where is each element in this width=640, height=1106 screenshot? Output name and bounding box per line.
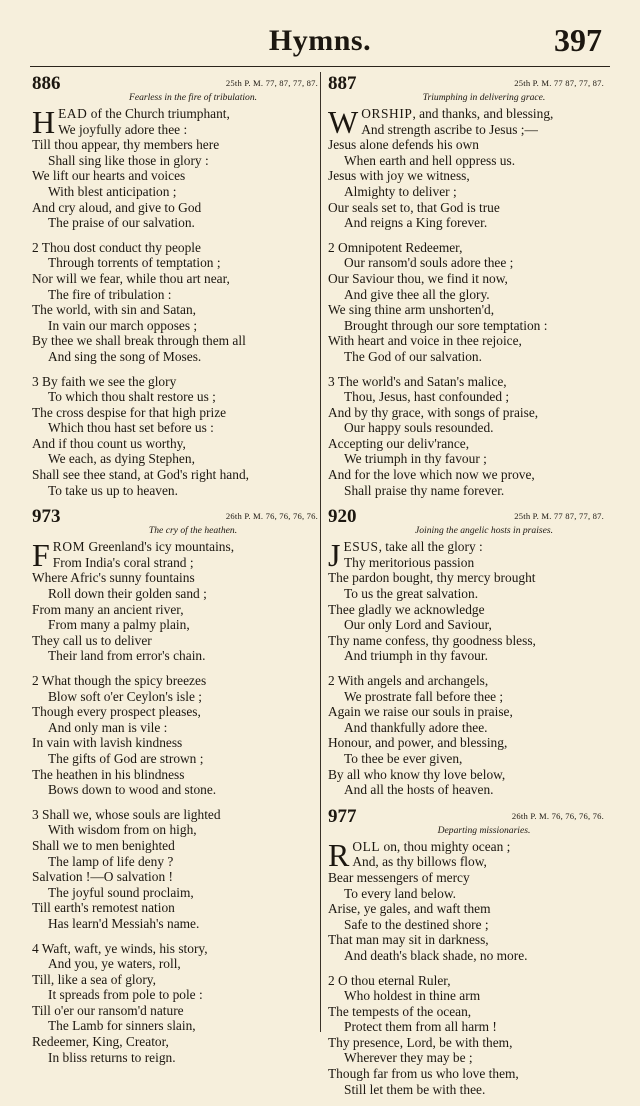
hymn-line: With heart and voice in thee rejoice, <box>328 333 522 349</box>
hymn-line: Jesus alone defends his own <box>328 137 479 153</box>
line-text: Greenland's icy mountains, <box>85 539 235 555</box>
hymn-line: And sing the song of Moses. <box>48 348 202 364</box>
stanza <box>32 673 318 798</box>
hymn-line: In vain our march opposes ; <box>48 317 198 333</box>
column-divider <box>320 72 321 1032</box>
hymn-line: Bows down to wood and stone. <box>48 782 217 798</box>
hymn-line: The lamp of life deny ? <box>48 853 174 869</box>
hymn-number: 886 <box>32 73 61 94</box>
hymn-line: 2 Omnipotent Redeemer, <box>328 239 463 255</box>
hymn-line: Till thou appear, thy members here <box>32 137 220 153</box>
hymn-line: From many a palmy plain, <box>48 617 190 633</box>
hymn-header <box>328 506 604 528</box>
hymn-line: Blow soft o'er Ceylon's isle ; <box>48 688 202 704</box>
hymn-line: We triumph in thy favour ; <box>344 451 487 467</box>
hymn-line: It spreads from pole to pole : <box>48 987 203 1003</box>
hymn-line: From many an ancient river, <box>32 601 184 617</box>
hymn-line: 3 The world's and Satan's malice, <box>328 373 507 389</box>
hymn-line: The Lamb for sinners slain, <box>48 1018 196 1034</box>
hymn-line: The joyful sound proclaim, <box>48 884 194 900</box>
hymn-line: To every land below. <box>344 885 456 901</box>
hymn-subtitle: The cry of the heathen. <box>148 525 238 537</box>
first-word: ESUS <box>343 539 379 555</box>
drop-cap: F <box>32 537 50 574</box>
stanza <box>328 973 604 1098</box>
hymn-line: Through torrents of temptation ; <box>48 255 221 271</box>
stanza <box>32 941 318 1066</box>
hymn-line: Safe to the destined shore ; <box>344 916 489 932</box>
hymn-line: Wherever they may be ; <box>344 1050 473 1066</box>
hymn-line: The fire of tribulation : <box>48 286 172 302</box>
hymn-meter: 25th P. M. 77, 87, 77, 87. <box>225 78 318 88</box>
hymn-line: Nor will we fear, while thou art near, <box>32 270 230 286</box>
hymn-line: To thee be ever given, <box>344 750 463 766</box>
drop-cap: R <box>328 836 350 873</box>
hymn-line: From India's coral strand ; <box>52 554 194 570</box>
hymn-line: And only man is vile : <box>48 719 168 735</box>
hymn-line: Redeemer, King, Creator, <box>32 1034 169 1050</box>
stanza <box>32 807 318 932</box>
hymn-line: And you, ye waters, roll, <box>48 956 181 972</box>
line-text: , take all the glory : <box>378 539 483 555</box>
hymn-subtitle: Fearless in the fire of tribulation. <box>128 92 258 103</box>
hymn-line: 2 Thou dost conduct thy people <box>32 239 201 255</box>
hymn-line: Till, like a sea of glory, <box>32 971 156 987</box>
page-number: 397 <box>554 22 602 58</box>
hymn-line: Brought through our sore temptation : <box>344 317 548 333</box>
hymn <box>32 507 318 1065</box>
hymn-line: And cry aloud, and give to God <box>32 199 202 215</box>
hymn-line: Thy name confess, thy goodness bless, <box>328 632 536 648</box>
hymn-line: We sing thine arm unshorten'd, <box>328 302 495 318</box>
hymn-line: Accepting our deliv'rance, <box>328 435 470 451</box>
hymn-line: By thee we shall break through them all <box>32 333 246 349</box>
hymn-line: We lift our hearts and voices <box>32 168 186 184</box>
stanza <box>328 836 604 964</box>
hymn-meter: 25th P. M. 77 87, 77, 87. <box>514 511 604 522</box>
hymn-line: The praise of our salvation. <box>48 215 195 231</box>
hymn-meter: 26th P. M. 76, 76, 76, 76. <box>511 810 604 821</box>
line-text: , and thanks, and blessing, <box>412 106 554 121</box>
hymn-line: Almighty to deliver ; <box>344 183 457 199</box>
hymn-line: And, as thy billows flow, <box>352 854 487 870</box>
hymn-line: Thy presence, Lord, be with them, <box>328 1034 513 1050</box>
hymn-line: They call us to deliver <box>32 632 152 648</box>
hymn-line: The heathen in his blindness <box>32 766 185 782</box>
hymn-line: 3 Shall we, whose souls are lighted <box>32 806 221 822</box>
hymn-line: Shall praise thy name forever. <box>344 482 505 498</box>
hymn <box>32 74 318 498</box>
hymn-line: Our happy souls resounded. <box>344 420 494 436</box>
hymn-header <box>32 74 318 92</box>
first-word: ROM <box>52 539 86 555</box>
running-title: Hymns. <box>268 24 372 57</box>
hymn-line: Which thou hast set before us : <box>48 420 214 436</box>
hymn-number: 887 <box>328 73 357 94</box>
hymn-line: That man may sit in darkness, <box>328 932 489 948</box>
hymn-meter: 25th P. M. 77 87, 77, 87. <box>514 78 604 88</box>
left-column <box>32 74 318 1074</box>
hymn-line: When earth and hell oppress us. <box>344 152 516 168</box>
hymn-line: Thou, Jesus, hast confounded ; <box>344 389 510 405</box>
hymn-line: The God of our salvation. <box>344 348 482 364</box>
hymn-line: By all who know thy love below, <box>328 766 506 782</box>
hymn-line: Our only Lord and Saviour, <box>344 617 492 633</box>
hymn-number: 920 <box>328 506 357 528</box>
stanza <box>328 673 604 798</box>
stanza <box>32 240 318 365</box>
hymn-line: And by thy grace, with songs of praise, <box>328 404 539 420</box>
hymn-line: And give thee all the glory. <box>344 286 490 302</box>
hymn-line: Again we raise our souls in praise, <box>328 704 513 720</box>
hymn-line: The pardon bought, thy mercy brought <box>328 570 536 586</box>
stanza <box>32 539 318 664</box>
hymn-line: 3 By faith we see the glory <box>32 373 177 389</box>
stanza <box>328 106 604 231</box>
first-word: OLL <box>352 838 381 854</box>
drop-cap: H <box>32 104 56 140</box>
hymn-line: Our Saviour thou, we find it now, <box>328 270 508 286</box>
hymn-line: To which thou shalt restore us ; <box>48 389 216 405</box>
hymn-line: We joyfully adore thee : <box>58 121 188 137</box>
hymn-line: We prostrate fall before thee ; <box>344 688 504 704</box>
hymn-line: And thankfully adore thee. <box>344 719 488 735</box>
hymn-line: Our seals set to, that God is true <box>328 199 500 215</box>
hymn-line: With blest anticipation ; <box>48 183 177 199</box>
first-word: EAD <box>58 106 88 121</box>
hymn <box>328 507 604 798</box>
hymn-line: And strength ascribe to Jesus ;— <box>361 121 538 137</box>
stanza <box>328 374 604 499</box>
hymn-line: Still let them be with thee. <box>344 1081 486 1097</box>
hymn-line: Bear messengers of mercy <box>328 869 470 885</box>
hymn-line: The gifts of God are strown ; <box>48 750 204 766</box>
right-column <box>328 74 604 1106</box>
hymn-line: Though every prospect pleases, <box>32 704 201 720</box>
hymn-line: And death's black shade, no more. <box>344 947 528 963</box>
hymn-line: 2 What though the spicy breezes <box>32 673 207 688</box>
hymn <box>328 74 604 498</box>
hymn-line: The cross despise for that high prize <box>32 404 227 420</box>
hymn-line: 4 Waft, waft, ye winds, his story, <box>32 940 208 956</box>
hymn-subtitle: Departing missionaries. <box>437 824 531 836</box>
hymn-line: To us the great salvation. <box>344 586 479 602</box>
hymn-subtitle: Joining the angelic hosts in praises. <box>414 525 554 537</box>
hymn-line: Shall sing like those in glory : <box>48 152 209 168</box>
hymn-header <box>32 506 318 528</box>
hymn-line: And triumph in thy favour. <box>344 648 488 664</box>
hymn-line: Shall see thee stand, at God's right hand, <box>32 467 249 483</box>
hymn-line: Jesus with joy we witness, <box>328 168 470 184</box>
hymn-line: Has learn'd Messiah's name. <box>48 915 200 931</box>
hymn-line: In vain with lavish kindness <box>32 735 183 751</box>
hymn-line: The tempests of the ocean, <box>328 1003 472 1019</box>
hymn-header <box>328 807 604 825</box>
stanza <box>32 374 318 499</box>
hymn-line: Our ransom'd souls adore thee ; <box>344 255 514 271</box>
hymn <box>328 807 604 1098</box>
hymn-line: And reigns a King forever. <box>344 215 488 231</box>
hymn-line: The world, with sin and Satan, <box>32 302 197 318</box>
hymn-line: Till o'er our ransom'd nature <box>32 1002 184 1018</box>
hymn-line: With wisdom from on high, <box>48 822 197 838</box>
hymn-line: In bliss returns to reign. <box>48 1049 176 1065</box>
hymn-line: And for the love which now we prove, <box>328 467 535 483</box>
hymn-line: Till earth's remotest nation <box>32 900 175 916</box>
hymn-line: 2 With angels and archangels, <box>328 673 489 688</box>
stanza <box>32 106 318 231</box>
hymn-line: Thy meritorious passion <box>344 554 475 570</box>
hymn-line: Thee gladly we acknowledge <box>328 601 485 617</box>
hymn-line: Protect them from all harm ! <box>344 1019 497 1035</box>
hymn-number: 977 <box>328 805 357 827</box>
stanza <box>328 240 604 365</box>
hymn-line: Where Afric's sunny fountains <box>32 570 195 586</box>
line-text: of the Church triumphant, <box>87 106 230 121</box>
hymn-line: Though far from us who love them, <box>328 1066 519 1082</box>
hymn-line: And if thou count us worthy, <box>32 435 186 451</box>
hymn-line: Arise, ye gales, and waft them <box>328 901 491 917</box>
hymn-line: Shall we to men benighted <box>32 837 175 853</box>
drop-cap: J <box>328 537 341 574</box>
hymn-header <box>328 74 604 92</box>
line-text: on, thou mighty ocean ; <box>380 838 511 854</box>
first-word: ORSHIP <box>361 106 413 121</box>
hymn-line: Their land from error's chain. <box>48 648 206 664</box>
hymn-line: Roll down their golden sand ; <box>48 586 207 602</box>
drop-cap: W <box>328 104 359 140</box>
hymn-line: 2 O thou eternal Ruler, <box>328 972 451 988</box>
hymn-line: Salvation !—O salvation ! <box>32 869 173 885</box>
stanza <box>328 539 604 664</box>
hymn-line: To take us up to heaven. <box>48 482 178 498</box>
hymn-meter: 26th P. M. 76, 76, 76, 76. <box>225 511 318 522</box>
header-rule <box>30 66 610 67</box>
hymn-subtitle: Triumphing in delivering grace. <box>422 92 546 103</box>
hymn-line: We each, as dying Stephen, <box>48 451 195 467</box>
hymn-line: Who holdest in thine arm <box>344 988 481 1004</box>
hymn-number: 973 <box>32 506 61 528</box>
hymn-line: Honour, and power, and blessing, <box>328 735 508 751</box>
hymn-line: And all the hosts of heaven. <box>344 782 494 798</box>
